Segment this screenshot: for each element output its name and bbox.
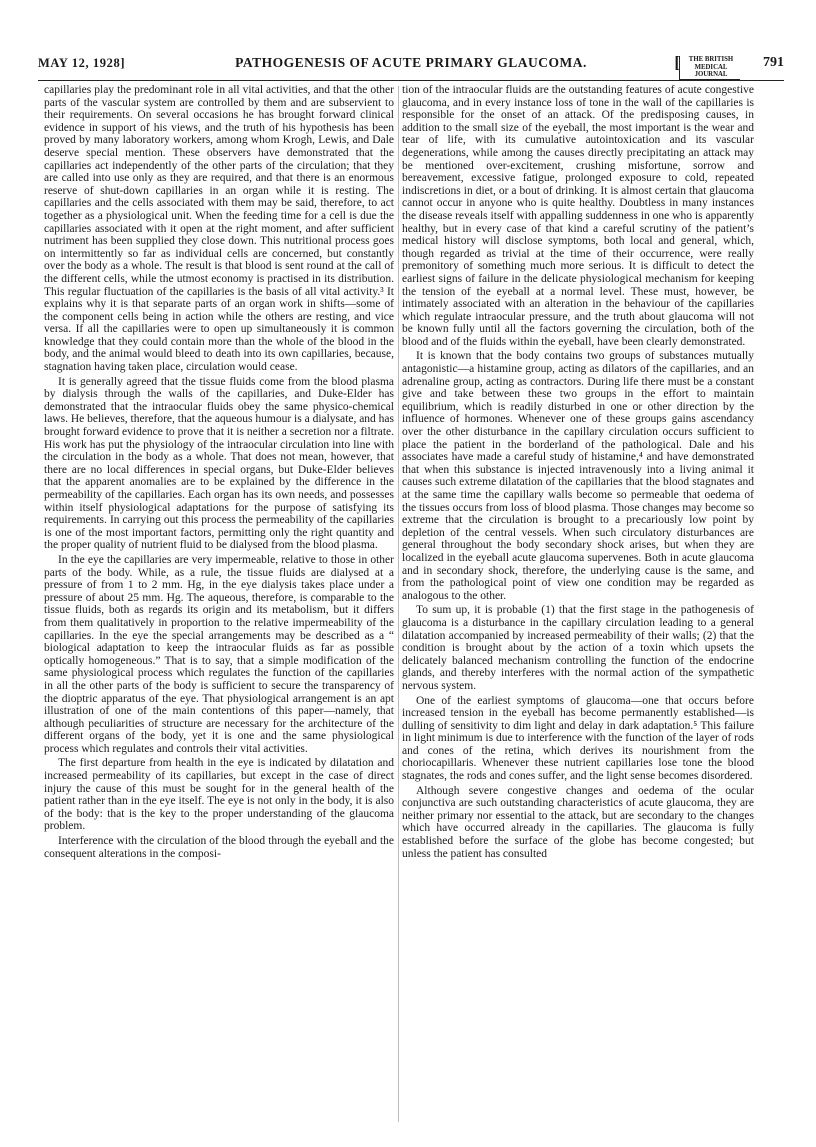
- column-divider: [398, 86, 399, 1122]
- paragraph: In the eye the capillaries are very impermeable, relative to those in other parts of the body. While, as a rule, the tissue fluids are dialysed at a pressure of from 1 to 2 mm. Hg, in the eye dialysis takes place under a pressure of about 25 mm. Hg. The aqueous, therefore, is comparable to the tissue fluids, both as regards its origin and its metabolism, but it differs from them qualitatively in proportion to the relative impermeability of the capillaries. In the eye the special arrangements may be described as a “ biological adaptation to keep the intraocular fluids as far as possible optically homogeneous.” That is to say, that a simple modification of the same physiological process which regulates the function of the capillaries in all the other parts of the body is sufficient to secure the transparency of the dioptric apparatus of the eye. That physiological arrangement is an apt illustration of one of the main contentions of this paper—namely, that although peculiarities of structure are necessary for the architecture of the different organs of the body, yet it is one and the same physiological process which regulates and controls their vital activities.: [44, 553, 394, 755]
- header-journal-line1: THE BRITISH: [688, 56, 734, 63]
- paragraph: capillaries play the predominant role in all vital activities, and that the other parts of the vascular system are controlled by them and are subservient to their requirements. On several occasions he has brought forward clinical evidence in support of his views, and the truth of his hypothesis has been proved by many laboratory workers, among whom Krogh, Lewis, and Dale deserve special mention. These observers have demonstrated that the capillaries act independently of the other parts of the circulation; that they are called into use only as they are required, and that there is an enormous reserve of shut-down capillaries in an organ while it is resting. The capillaries and the cells associated with them may be said, therefore, to act together as a physiological unit. When the feeding time for a cell is due the capillaries associated with it open at the right moment, and after sufficient nutriment has been supplied they close down. This nutritional process goes on intermittently so far as individual cells are concerned, but constantly over the body as a whole. The result is that blood is sent round at the call of the different cells, while the utmost economy is practised in its distribution. This regular fluctuation of the capillaries is the basis of all vital activity.³ It explains why it is that separate parts of an organ work in shifts—some of the component cells being in action while the others are resting, and vice versa. If all the capillaries were to open up simultaneously it is common knowledge that they could contain more than the whole of the blood in the body, and the animal would bleed to death into its own capillaries, because, stagnation having taken place, circulation would cease.: [44, 84, 394, 374]
- paragraph: The first departure from health in the eye is indicated by dilatation and increased permeability of its capillaries, but except in the case of direct injury the cause of this must be sought for in the general health of the patient rather than in the eye itself. The eye is not only in the body, it is also of the body: that is the key to the proper understanding of the glaucoma problem.: [44, 757, 394, 833]
- page-number: 791: [763, 55, 784, 70]
- header-date: MAY 12, 1928]: [38, 56, 126, 70]
- left-text-column: [44, 84, 394, 860]
- header-journal-name: [679, 56, 740, 80]
- paragraph: It is generally agreed that the tissue fluids come from the blood plasma by dialysis through the walls of the capillaries, and Duke-Elder has demonstrated that the intraocular fluids obey the same physico-chemical laws. He believes, therefore, that the aqueous humour is a dialysate, and has brought forward evidence to prove that it is neither a secretion nor a filtrate. His work has put the physiology of the intraocular circulation into line with the circulation in the body as a whole. That does not mean, however, that there are no local differences in special organs, but Duke-Elder believes that the apparent anomalies are to be explained by the difference in the permeability of the capillaries. Each organ has its own needs, and possesses within itself physiological adaptations for the purpose of satisfying its requirements. In carrying out this process the permeability of the capillaries is one of the most important factors, permitting only the right quantity and the proper quality of nutrient fluid to be dialysed from the blood plasma.: [44, 375, 394, 552]
- header-journal-bracket: [: [674, 53, 680, 72]
- header-journal-line2: MEDICAL JOURNAL: [694, 63, 728, 78]
- paragraph: Although severe congestive changes and oedema of the ocular conjunctiva are such outstanding characteristics of acute glaucoma, they are neither primary nor essential to the attack, but are secondary to the changes which have occurred already in the capillaries. The glaucoma is fully established before the surface of the globe has become congested; but unless the patient has consulted: [402, 784, 754, 860]
- right-text-column: [402, 84, 754, 860]
- paragraph: It is known that the body contains two groups of substances mutually antagonistic—a histamine group, acting as dilators of the capillaries, and an adrenaline group, acting as contractors. During life there must be a constant give and take between these two groups in the effort to maintain equilibrium, which is readily disturbed in one or other direction by the influence of hormones. Whenever one of these groups gains ascendancy over the other disturbance in the capillary circulation occurs sufficient to place the patient in the borderland of the pathological. Dale and his associates have made a careful study of histamine,⁴ and have demonstrated that when this substance is injected intravenously into a living animal it causes such extreme dilatation of the capillaries that the blood stagnates and at the same time the capillary walls become so permeable that oedema of the tissues occurs from loss of blood plasma. Those changes may become so extreme that the circulation is brought to a precariously low point by depletion of the central vessels. When such circulatory disturbances are general throughout the body secondary shock arises, but when they are localized in the eyeball acute glaucoma supervenes. Both in acute glaucoma and in secondary shock, therefore, the underlying cause is the same, and from the pathological point of view one condition may be regarded as analogous to the other.: [402, 350, 754, 602]
- paragraph: To sum up, it is probable (1) that the first stage in the pathogenesis of glaucoma is a disturbance in the capillary circulation leading to a general dilatation accompanied by increased permeability of their walls; (2) that the condition is brought about by the action of a toxin which upsets the delicately balanced mechanism controlling the function of the endocrine glands, and thereby interferes with the normal action of the sympathetic nervous system.: [402, 604, 754, 692]
- paragraph: Interference with the circulation of the blood through the eyeball and the consequent alterations in the composi-: [44, 835, 394, 860]
- paragraph: One of the earliest symptoms of glaucoma—one that occurs before increased tension in the eyeball has become permanently established—is dulling of sensitivity to dim light and delay in dark adaptation.⁵ This failure in light minimum is due to interference with the function of the layer of rods and cones of the retina, which derives its nourishment from the choriocapillaris. Whenever these nutrient capillaries lose tone the blood stagnates, the rods and cones suffer, and the light sense becomes disordered.: [402, 694, 754, 783]
- paragraph: tion of the intraocular fluids are the outstanding features of acute congestive glaucoma, and in every instance loss of tone in the wall of the capillaries is responsible for the onset of an attack. Of the predisposing causes, in addition to the small size of the eyeball, the most important is the wear and tear of life, with its cumulative autointoxication and its vascular degenerations, while among the causes directly precipitating an attack may be mentioned over-excitement, crushing misfortune, sorrow and bereavement, excessive fatigue, prolonged exposure to cold, repeated indiscretions in diet, or a bout of drinking. It is almost certain that glaucoma cannot occur in anyone who is quite healthy. Doubtless in many instances the disease reveals itself with appalling suddenness in one who is apparently healthy, but in every case of that kind a careful scrutiny of the patient’s medical history will disclose symptoms, both local and general, which, though regarded as trivial at the time of their occurrence, were really premonitory of something much more serious. It is difficult to detect the earliest signs of failure in the delicate physiological mechanism for keeping the tension of the eyeball at a normal level. These must, however, be intimately associated with an alteration in the behaviour of the capillaries which regulate intraocular pressure, and the truth about glaucoma will not be known fully until all the factors governing the circulation, both of the blood and of the fluids within the eyeball, have been clearly demonstrated.: [402, 84, 754, 348]
- header-title: PATHOGENESIS OF ACUTE PRIMARY GLAUCOMA.: [235, 55, 587, 70]
- running-header: [38, 53, 784, 81]
